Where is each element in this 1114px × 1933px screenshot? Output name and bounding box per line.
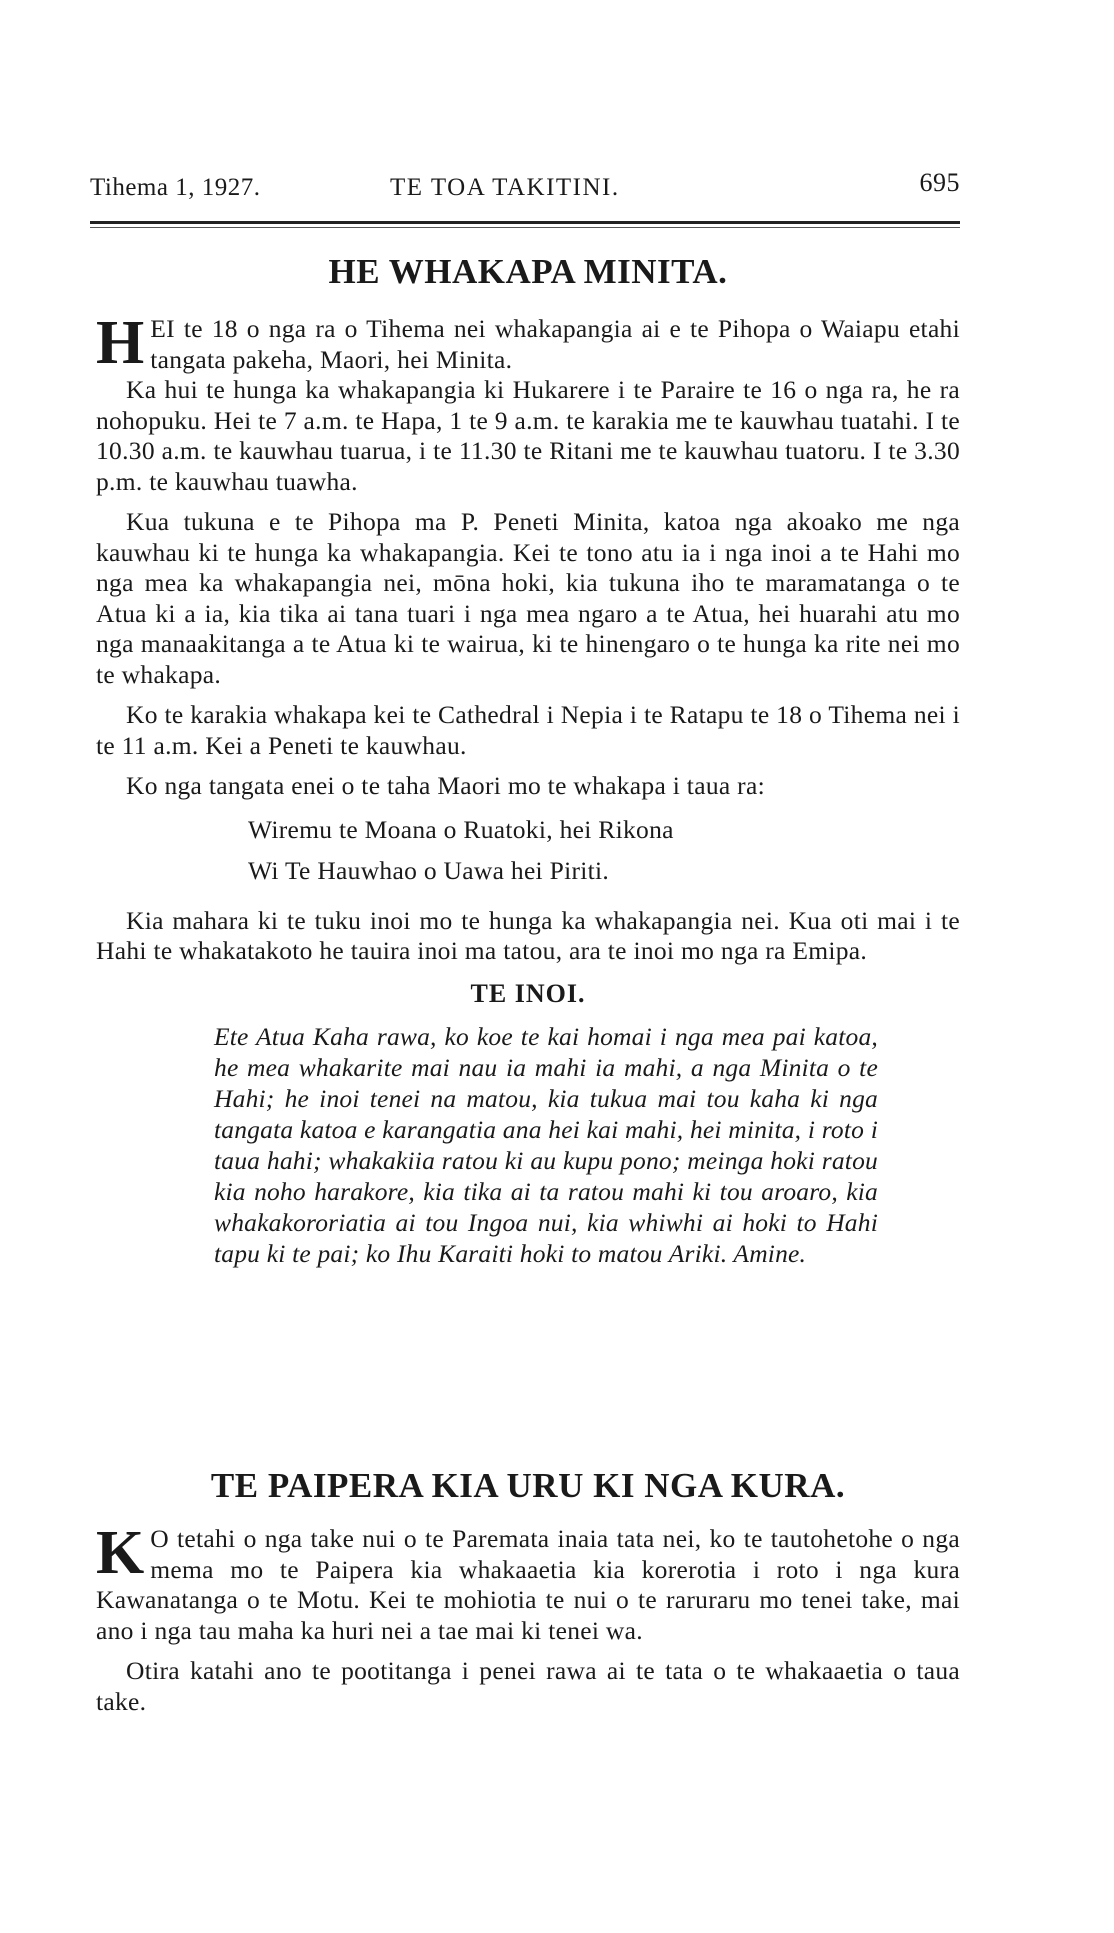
running-header [90, 168, 960, 208]
drop-cap: H [96, 309, 145, 377]
ordinand-list [96, 814, 960, 886]
header-rule-thick [90, 221, 960, 224]
ordinand-name: Wiremu te Moana o Ruatoki, hei Rikona [248, 814, 674, 844]
paragraph: Ko nga tangata enei o te taha Maori mo te whakapa i taua ra: [126, 771, 765, 800]
paragraph: Kua tukuna e te Pihopa ma P. Peneti Minita, katoa nga akoako me nga kauwhau ki te hunga ka whakapangia. Kei te tono atu ia i nga inoi a te Hahi mo nga mea ka whakapangia nei, mōna hoki, kia tukuna iho te maramatanga o te Atua ki a ia, kia tika ai tana tuari i nga mea ngaro a te Atua, hei huarahi atu mo nga manaakitanga a te Atua ki te wairua, ki te hinengaro o te hunga ka rite nei mo te whakapa. [96, 507, 960, 689]
paragraph: Ka hui te hunga ka whakapangia ki Hukarere i te Paraire te 16 o nga ra, he ra nohopuku. Hei te 7 a.m. te Hapa, 1 te 9 a.m. te karakia me te kauwhau tuatahi. I te 10.30 a.m. te kauwhau tuarua, i te 11.30 te Ritani me te kauwhau tuatoru. I te 3.30 p.m. te kauwhau tuawha. [96, 375, 960, 496]
paragraph: Ko te karakia whakapa kei te Cathedral i Nepia i te Ratapu te 18 o Tihema nei i te 11 a.m. Kei a Peneti te kauwhau. [96, 700, 960, 760]
header-rule-thin [90, 227, 960, 228]
issue-date: Tihema 1, 1927. [90, 174, 261, 201]
article-title: TE PAIPERA KIA URU KI NGA KURA. [210, 1466, 846, 1505]
paragraph: Kia mahara ki te tuku inoi mo te hunga ka whakapangia nei. Kua oti mai i te Hahi te whakatakoto he tauira inoi ma tatou, ara te inoi mo nga ra Emipa. [96, 905, 960, 965]
prayer-heading: TE INOI. [470, 978, 586, 1008]
article-bible-in-schools [96, 1466, 960, 1717]
article-opening-paragraph [96, 1519, 960, 1646]
page-number: 695 [919, 168, 960, 197]
article-title: HE WHAKAPA MINITA. [328, 252, 728, 291]
publication-title: TE TOA TAKITINI. [390, 174, 620, 201]
article-opening-paragraph [96, 309, 960, 377]
prayer-text: Ete Atua Kaha rawa, ko koe te kai homai i nga mea pai katoa, he mea whakarite mai nau ia mahi ia mahi, a nga Minita o te Hahi; he inoi tenei na matou, kia tukua mai tou kaha ki nga tangata katoa e karangatia ana hei kai mahi, hei minita, i roto i taua hahi; whakakiia ratou ki au kupu pono; meinga hoki ratou kia noho harakore, kia tika ai ta ratou mahi ki tou aroaro, kia whakakororiatia ai tou Ingoa nui, kia whiwhi ai hoki to Hahi tapu ki te pai; ko Ihu Karaiti hoki to matou Ariki. Amine. [214, 1021, 878, 1268]
paragraph: O tetahi o nga take nui o te Paremata inaia tata nei, ko te tautohetohe o nga mema mo te Paipera kia whakaaetia kia korerotia i roto i nga kura Kawanatanga o te Motu. Kei te mohiotia te nui o te raruraru mo tenei take, mai ano i nga tau maha ka huri nei a tae mai ki tenei wa. [96, 1524, 960, 1645]
ordinand-name: Wi Te Hauwhao o Uawa hei Piriti. [248, 855, 610, 885]
article-ordination [96, 252, 960, 1269]
paragraph: EI te 18 o nga ra o Tihema nei whakapangia ai e te Pihopa o Waiapu etahi tangata pakeha, Maori, hei Minita. [150, 314, 960, 374]
paragraph: Otira katahi ano te pootitanga i penei rawa ai te tata o te whakaaetia o taua take. [96, 1656, 960, 1716]
drop-cap: K [96, 1519, 145, 1587]
